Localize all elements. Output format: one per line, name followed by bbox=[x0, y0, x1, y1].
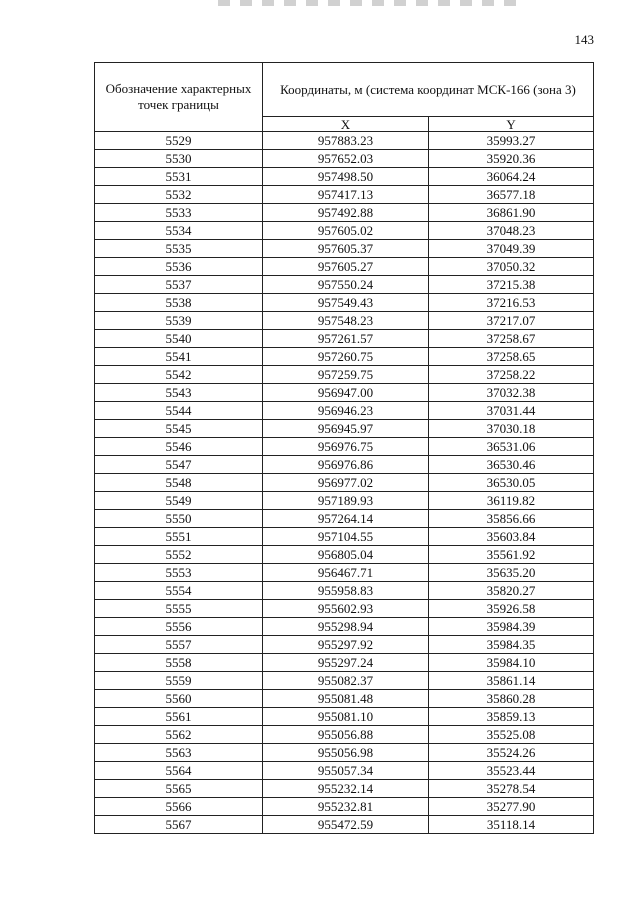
cell-x: 955081.10 bbox=[263, 708, 429, 726]
cell-point-id: 5530 bbox=[95, 150, 263, 168]
cell-x: 955958.83 bbox=[263, 582, 429, 600]
cell-point-id: 5541 bbox=[95, 348, 263, 366]
cell-x: 957605.37 bbox=[263, 240, 429, 258]
cell-point-id: 5566 bbox=[95, 798, 263, 816]
table-row bbox=[95, 708, 594, 726]
cell-point-id: 5533 bbox=[95, 204, 263, 222]
table-row bbox=[95, 618, 594, 636]
cell-x: 956976.75 bbox=[263, 438, 429, 456]
cell-y: 36530.05 bbox=[429, 474, 594, 492]
table-row bbox=[95, 312, 594, 330]
cell-x: 956946.23 bbox=[263, 402, 429, 420]
cell-point-id: 5547 bbox=[95, 456, 263, 474]
cell-x: 957652.03 bbox=[263, 150, 429, 168]
table-row bbox=[95, 150, 594, 168]
cell-y: 35984.10 bbox=[429, 654, 594, 672]
cell-point-id: 5556 bbox=[95, 618, 263, 636]
cell-y: 37049.39 bbox=[429, 240, 594, 258]
cell-y: 35603.84 bbox=[429, 528, 594, 546]
table-row bbox=[95, 348, 594, 366]
cell-x: 957260.75 bbox=[263, 348, 429, 366]
table-row bbox=[95, 276, 594, 294]
cell-x: 956805.04 bbox=[263, 546, 429, 564]
cell-x: 955081.48 bbox=[263, 690, 429, 708]
cell-point-id: 5545 bbox=[95, 420, 263, 438]
cell-y: 35524.26 bbox=[429, 744, 594, 762]
cell-y: 37215.38 bbox=[429, 276, 594, 294]
cell-x: 956945.97 bbox=[263, 420, 429, 438]
cell-y: 35920.36 bbox=[429, 150, 594, 168]
cell-y: 36861.90 bbox=[429, 204, 594, 222]
cell-y: 36577.18 bbox=[429, 186, 594, 204]
table-row bbox=[95, 474, 594, 492]
cell-x: 957264.14 bbox=[263, 510, 429, 528]
scan-artifact-marks bbox=[218, 0, 518, 6]
table-row bbox=[95, 528, 594, 546]
cell-y: 36530.46 bbox=[429, 456, 594, 474]
cell-x: 957417.13 bbox=[263, 186, 429, 204]
cell-point-id: 5544 bbox=[95, 402, 263, 420]
cell-y: 37216.53 bbox=[429, 294, 594, 312]
table-row bbox=[95, 492, 594, 510]
cell-y: 35859.13 bbox=[429, 708, 594, 726]
cell-point-id: 5555 bbox=[95, 600, 263, 618]
cell-x: 957548.23 bbox=[263, 312, 429, 330]
cell-point-id: 5539 bbox=[95, 312, 263, 330]
cell-y: 35856.66 bbox=[429, 510, 594, 528]
cell-point-id: 5542 bbox=[95, 366, 263, 384]
cell-x: 957492.88 bbox=[263, 204, 429, 222]
cell-point-id: 5550 bbox=[95, 510, 263, 528]
cell-x: 957883.23 bbox=[263, 132, 429, 150]
cell-x: 955472.59 bbox=[263, 816, 429, 834]
coordinates-table bbox=[94, 62, 594, 834]
cell-x: 955297.24 bbox=[263, 654, 429, 672]
table-row bbox=[95, 438, 594, 456]
cell-point-id: 5534 bbox=[95, 222, 263, 240]
table-row bbox=[95, 222, 594, 240]
cell-point-id: 5535 bbox=[95, 240, 263, 258]
table-row bbox=[95, 258, 594, 276]
cell-x: 956947.00 bbox=[263, 384, 429, 402]
cell-y: 35118.14 bbox=[429, 816, 594, 834]
cell-x: 956976.86 bbox=[263, 456, 429, 474]
cell-x: 957104.55 bbox=[263, 528, 429, 546]
cell-y: 35984.35 bbox=[429, 636, 594, 654]
table-row bbox=[95, 816, 594, 834]
table-row bbox=[95, 204, 594, 222]
cell-y: 35984.39 bbox=[429, 618, 594, 636]
cell-x: 956977.02 bbox=[263, 474, 429, 492]
cell-y: 35861.14 bbox=[429, 672, 594, 690]
cell-point-id: 5559 bbox=[95, 672, 263, 690]
table-row bbox=[95, 510, 594, 528]
cell-point-id: 5529 bbox=[95, 132, 263, 150]
table-row bbox=[95, 744, 594, 762]
cell-x: 955057.34 bbox=[263, 762, 429, 780]
cell-x: 957261.57 bbox=[263, 330, 429, 348]
cell-point-id: 5552 bbox=[95, 546, 263, 564]
cell-y: 37048.23 bbox=[429, 222, 594, 240]
cell-y: 35525.08 bbox=[429, 726, 594, 744]
cell-x: 957605.27 bbox=[263, 258, 429, 276]
cell-x: 955297.92 bbox=[263, 636, 429, 654]
cell-y: 35635.20 bbox=[429, 564, 594, 582]
table-row bbox=[95, 366, 594, 384]
cell-x: 955602.93 bbox=[263, 600, 429, 618]
cell-x: 956467.71 bbox=[263, 564, 429, 582]
cell-y: 37030.18 bbox=[429, 420, 594, 438]
table-row bbox=[95, 384, 594, 402]
cell-point-id: 5563 bbox=[95, 744, 263, 762]
cell-point-id: 5561 bbox=[95, 708, 263, 726]
cell-y: 37031.44 bbox=[429, 402, 594, 420]
table-row bbox=[95, 690, 594, 708]
table-row bbox=[95, 330, 594, 348]
cell-y: 37217.07 bbox=[429, 312, 594, 330]
table-row bbox=[95, 402, 594, 420]
cell-y: 35561.92 bbox=[429, 546, 594, 564]
cell-point-id: 5560 bbox=[95, 690, 263, 708]
table-row bbox=[95, 420, 594, 438]
table-row bbox=[95, 654, 594, 672]
cell-point-id: 5532 bbox=[95, 186, 263, 204]
cell-y: 37032.38 bbox=[429, 384, 594, 402]
cell-y: 37050.32 bbox=[429, 258, 594, 276]
table-row bbox=[95, 132, 594, 150]
cell-y: 36064.24 bbox=[429, 168, 594, 186]
cell-point-id: 5551 bbox=[95, 528, 263, 546]
cell-point-id: 5548 bbox=[95, 474, 263, 492]
cell-point-id: 5564 bbox=[95, 762, 263, 780]
cell-x: 955056.98 bbox=[263, 744, 429, 762]
table-row bbox=[95, 672, 594, 690]
table-body bbox=[95, 132, 594, 834]
page-number: 143 bbox=[574, 32, 594, 47]
cell-point-id: 5567 bbox=[95, 816, 263, 834]
table-row bbox=[95, 456, 594, 474]
table-row bbox=[95, 780, 594, 798]
cell-x: 957549.43 bbox=[263, 294, 429, 312]
cell-x: 957259.75 bbox=[263, 366, 429, 384]
cell-y: 35860.28 bbox=[429, 690, 594, 708]
cell-y: 37258.22 bbox=[429, 366, 594, 384]
cell-y: 35993.27 bbox=[429, 132, 594, 150]
table-row bbox=[95, 762, 594, 780]
cell-y: 37258.67 bbox=[429, 330, 594, 348]
table-row bbox=[95, 546, 594, 564]
cell-point-id: 5557 bbox=[95, 636, 263, 654]
cell-x: 955082.37 bbox=[263, 672, 429, 690]
cell-point-id: 5543 bbox=[95, 384, 263, 402]
cell-point-id: 5553 bbox=[95, 564, 263, 582]
cell-point-id: 5549 bbox=[95, 492, 263, 510]
cell-y: 36119.82 bbox=[429, 492, 594, 510]
cell-y: 35820.27 bbox=[429, 582, 594, 600]
cell-y: 37258.65 bbox=[429, 348, 594, 366]
cell-x: 957550.24 bbox=[263, 276, 429, 294]
cell-point-id: 5554 bbox=[95, 582, 263, 600]
table-row bbox=[95, 798, 594, 816]
table-row bbox=[95, 240, 594, 258]
cell-y: 35926.58 bbox=[429, 600, 594, 618]
header-y: Y bbox=[429, 117, 594, 132]
table-row bbox=[95, 636, 594, 654]
cell-point-id: 5558 bbox=[95, 654, 263, 672]
cell-point-id: 5536 bbox=[95, 258, 263, 276]
cell-x: 955232.14 bbox=[263, 780, 429, 798]
cell-x: 957498.50 bbox=[263, 168, 429, 186]
table-row bbox=[95, 294, 594, 312]
cell-x: 957605.02 bbox=[263, 222, 429, 240]
table-row bbox=[95, 186, 594, 204]
cell-point-id: 5562 bbox=[95, 726, 263, 744]
cell-x: 955298.94 bbox=[263, 618, 429, 636]
cell-y: 36531.06 bbox=[429, 438, 594, 456]
table-row bbox=[95, 582, 594, 600]
cell-point-id: 5531 bbox=[95, 168, 263, 186]
cell-y: 35523.44 bbox=[429, 762, 594, 780]
header-coordinates: Координаты, м (система координат МСК-166 (зона 3) bbox=[263, 63, 594, 117]
header-x: X bbox=[263, 117, 429, 132]
table-row bbox=[95, 600, 594, 618]
cell-point-id: 5546 bbox=[95, 438, 263, 456]
header-point-designation: Обозначение характерных точек границы bbox=[95, 63, 263, 132]
cell-y: 35277.90 bbox=[429, 798, 594, 816]
table-row bbox=[95, 168, 594, 186]
table-row bbox=[95, 564, 594, 582]
cell-x: 957189.93 bbox=[263, 492, 429, 510]
cell-point-id: 5537 bbox=[95, 276, 263, 294]
table-row bbox=[95, 726, 594, 744]
cell-point-id: 5538 bbox=[95, 294, 263, 312]
cell-x: 955232.81 bbox=[263, 798, 429, 816]
cell-point-id: 5565 bbox=[95, 780, 263, 798]
cell-point-id: 5540 bbox=[95, 330, 263, 348]
cell-x: 955056.88 bbox=[263, 726, 429, 744]
cell-y: 35278.54 bbox=[429, 780, 594, 798]
